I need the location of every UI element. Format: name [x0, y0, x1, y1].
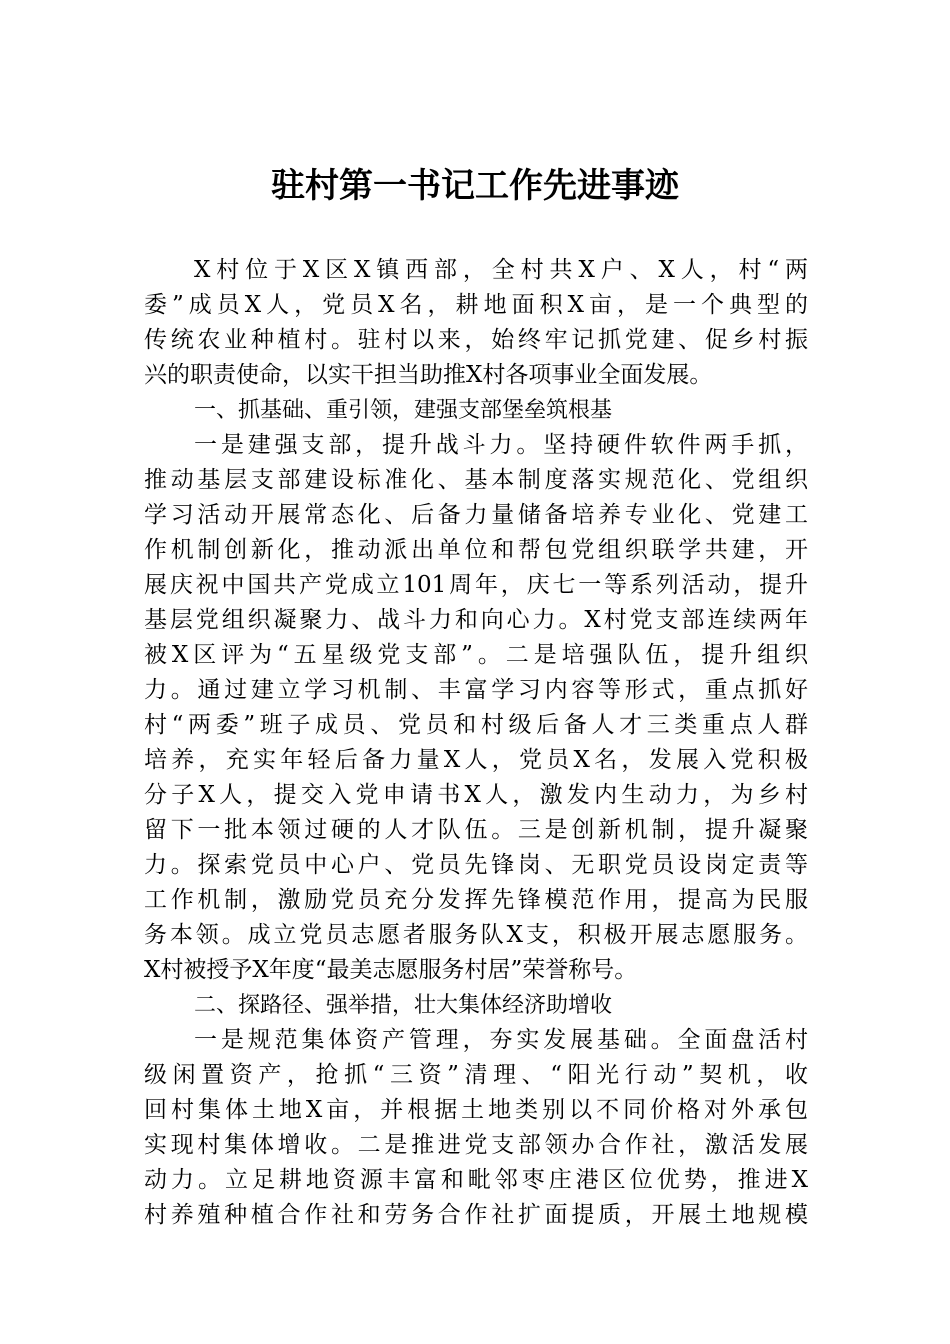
document-body — [144, 253, 808, 1233]
paragraph-line: 传统农业种植村。驻村以来，始终牢记抓党建、促乡村振 — [144, 327, 808, 353]
paragraph-line: 学习活动开展常态化、后备力量储备培养专业化、党建工 — [144, 502, 808, 528]
section-heading: 一、抓基础、重引领，建强支部堡垒筑根基 — [194, 398, 613, 423]
paragraph-line: 分子X人，提交入党申请书X人，激发内生动力，为乡村 — [144, 782, 808, 808]
paragraph-line: 作机制创新化，推动派出单位和帮包党组织联学共建，开 — [144, 537, 808, 563]
paragraph-line: X村位于X区X镇西部，全村共X户、X人，村“两 — [194, 257, 808, 283]
paragraph-line: 动力。立足耕地资源丰富和毗邻枣庄港区位优势，推进X — [144, 1167, 808, 1193]
page-title: 驻村第一书记工作先进事迹 — [271, 166, 679, 206]
paragraph-line: 展庆祝中国共产党成立101周年，庆七一等系列活动，提升 — [144, 572, 808, 598]
paragraph-line: 一是建强支部，提升战斗力。坚持硬件软件两手抓， — [194, 432, 808, 458]
paragraph-line: 务本领。成立党员志愿者服务队X支，积极开展志愿服务。 — [144, 922, 808, 948]
paragraph-line: 级闲置资产，抢抓“三资”清理、“阳光行动”契机，收 — [144, 1062, 808, 1088]
paragraph-line: 村养殖种植合作社和劳务合作社扩面提质，开展土地规模 — [144, 1202, 808, 1228]
paragraph-line: 村“两委”班子成员、党员和村级后备人才三类重点人群 — [144, 712, 808, 738]
paragraph-line: 回村集体土地X亩，并根据土地类别以不同价格对外承包 — [144, 1097, 808, 1123]
paragraph-line: 被X区评为“五星级党支部”。二是培强队伍，提升组织 — [144, 642, 808, 668]
paragraph-line: 基层党组织凝聚力、战斗力和向心力。X村党支部连续两年 — [144, 607, 808, 633]
paragraph-line: 推动基层支部建设标准化、基本制度落实规范化、党组织 — [144, 467, 808, 493]
paragraph-line: 工作机制，激励党员充分发挥先锋模范作用，提高为民服 — [144, 887, 808, 913]
paragraph-line: X村被授予X年度“最美志愿服务村居”荣誉称号。 — [144, 957, 638, 983]
paragraph-line: 委”成员X人，党员X名，耕地面积X亩，是一个典型的 — [144, 292, 808, 318]
paragraph-line: 力。探索党员中心户、党员先锋岗、无职党员设岗定责等 — [144, 852, 808, 878]
section-heading: 二、探路径、强举措，壮大集体经济助增收 — [194, 993, 613, 1018]
paragraph-line: 一是规范集体资产管理，夯实发展基础。全面盘活村 — [194, 1027, 808, 1053]
paragraph-line: 培养，充实年轻后备力量X人，党员X名，发展入党积极 — [144, 747, 808, 773]
paragraph-line: 留下一批本领过硬的人才队伍。三是创新机制，提升凝聚 — [144, 817, 808, 843]
paragraph-line: 力。通过建立学习机制、丰富学习内容等形式，重点抓好 — [144, 677, 808, 703]
paragraph-line: 实现村集体增收。二是推进党支部领办合作社，激活发展 — [144, 1132, 808, 1158]
paragraph-line: 兴的职责使命，以实干担当助推X村各项事业全面发展。 — [144, 362, 713, 388]
